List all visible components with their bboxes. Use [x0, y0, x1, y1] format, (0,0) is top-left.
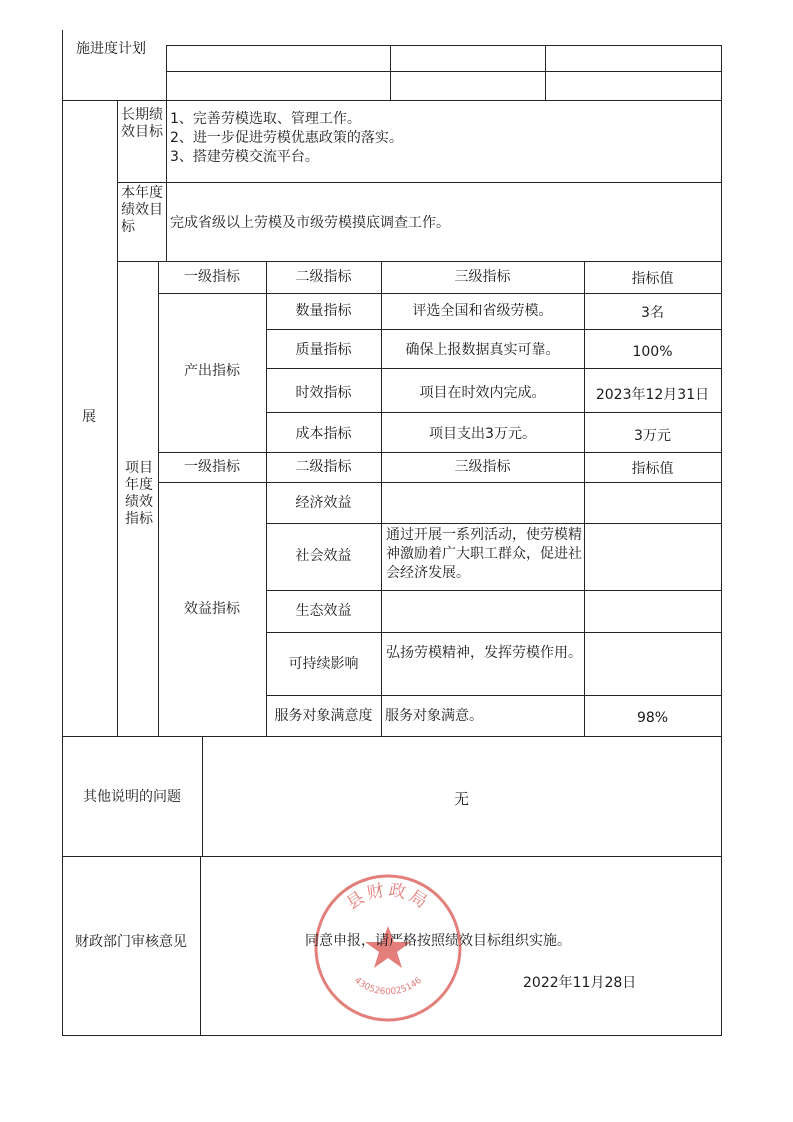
finance-date: 2022年11月28日	[523, 975, 637, 991]
benefit-label: 效益指标	[184, 601, 240, 617]
header-level2: 二级指标	[295, 459, 352, 475]
hline	[117, 261, 722, 262]
output-value: 3万元	[634, 428, 671, 444]
long-term-item: 2、进一步促进劳模优惠政策的落实。	[170, 130, 403, 146]
hline	[62, 100, 722, 101]
output-level3: 项目支出3万元。	[429, 426, 536, 442]
output-value: 100%	[632, 344, 673, 360]
vline	[390, 45, 391, 101]
header-level1: 一级指标	[184, 269, 240, 285]
vline	[158, 261, 159, 736]
hline	[158, 452, 722, 453]
seal-code: 4305260025146	[352, 975, 424, 998]
vline	[200, 856, 201, 1036]
vline	[117, 100, 118, 736]
output-level2: 成本指标	[295, 426, 352, 442]
output-level2: 质量指标	[295, 342, 352, 358]
header-level2: 二级指标	[295, 269, 352, 285]
vline	[584, 261, 585, 736]
hline	[266, 523, 722, 524]
long-term-item: 3、搭建劳模交流平台。	[170, 149, 319, 165]
benefit-level2: 服务对象满意度	[274, 708, 373, 724]
finance-opinion: 同意申报，请严格按照绩效目标组织实施。	[305, 933, 571, 949]
long-term-label: 长期绩效目标	[121, 107, 163, 140]
header-level3: 三级指标	[454, 269, 511, 285]
annual-goal-text: 完成省级以上劳模及市级劳模摸底调查工作。	[170, 215, 450, 231]
benefit-level2: 生态效益	[295, 603, 352, 619]
svg-text:4305260025146	[352, 976, 424, 998]
implementation-plan-label: 施进度计划	[76, 41, 146, 57]
other-issues-text: 无	[453, 790, 469, 808]
output-level3: 项目在时效内完成。	[419, 385, 546, 401]
side-label: 展	[82, 409, 96, 425]
annual-goal-label: 本年度绩效目标	[121, 185, 163, 235]
hline	[62, 856, 722, 857]
hline	[266, 412, 722, 413]
hline	[266, 329, 722, 330]
vline	[166, 100, 167, 262]
svg-text:县财政局	[343, 880, 433, 914]
header-value: 指标值	[631, 461, 674, 477]
hline	[266, 590, 722, 591]
hline	[62, 1035, 722, 1036]
benefit-level3: 通过开展一系列活动，使劳模精神激励着广大职工群众，促进社会经济发展。	[386, 527, 582, 581]
hline	[166, 45, 722, 46]
long-term-item: 1、完善劳模选取、管理工作。	[170, 111, 361, 127]
hline	[166, 71, 722, 72]
benefit-level3: 服务对象满意。	[385, 708, 483, 724]
vline	[721, 45, 722, 1036]
output-level2: 时效指标	[295, 385, 352, 401]
vline	[62, 30, 63, 1036]
hline	[266, 368, 722, 369]
output-level3: 确保上报数据真实可靠。	[405, 342, 560, 358]
output-value: 3名	[641, 305, 664, 321]
hline	[158, 482, 722, 483]
benefit-level2: 社会效益	[295, 548, 352, 564]
benefit-value: 98%	[636, 710, 669, 726]
finance-review-label: 财政部门审核意见	[75, 934, 187, 950]
vline	[166, 45, 167, 101]
output-value: 2023年12月31日	[595, 387, 710, 403]
hline	[266, 632, 722, 633]
output-level3: 评选全国和省级劳模。	[412, 303, 553, 319]
hline	[62, 736, 722, 737]
indicators-label: 项目年度绩效指标	[125, 460, 153, 527]
hline	[117, 182, 722, 183]
hline	[266, 695, 722, 696]
output-label: 产出指标	[184, 363, 240, 379]
header-level3: 三级指标	[454, 459, 511, 475]
vline	[381, 261, 382, 736]
vline	[545, 45, 546, 101]
output-level2: 数量指标	[295, 303, 352, 319]
benefit-level2: 可持续影响	[288, 656, 359, 672]
hline	[158, 293, 722, 294]
benefit-level2: 经济效益	[295, 495, 352, 511]
header-level1: 一级指标	[184, 459, 240, 475]
other-issues-label: 其他说明的问题	[83, 789, 181, 805]
header-value: 指标值	[631, 271, 674, 287]
seal-name: 县财政局	[343, 880, 433, 915]
benefit-level3: 弘扬劳模精神，发挥劳模作用。	[386, 645, 582, 661]
